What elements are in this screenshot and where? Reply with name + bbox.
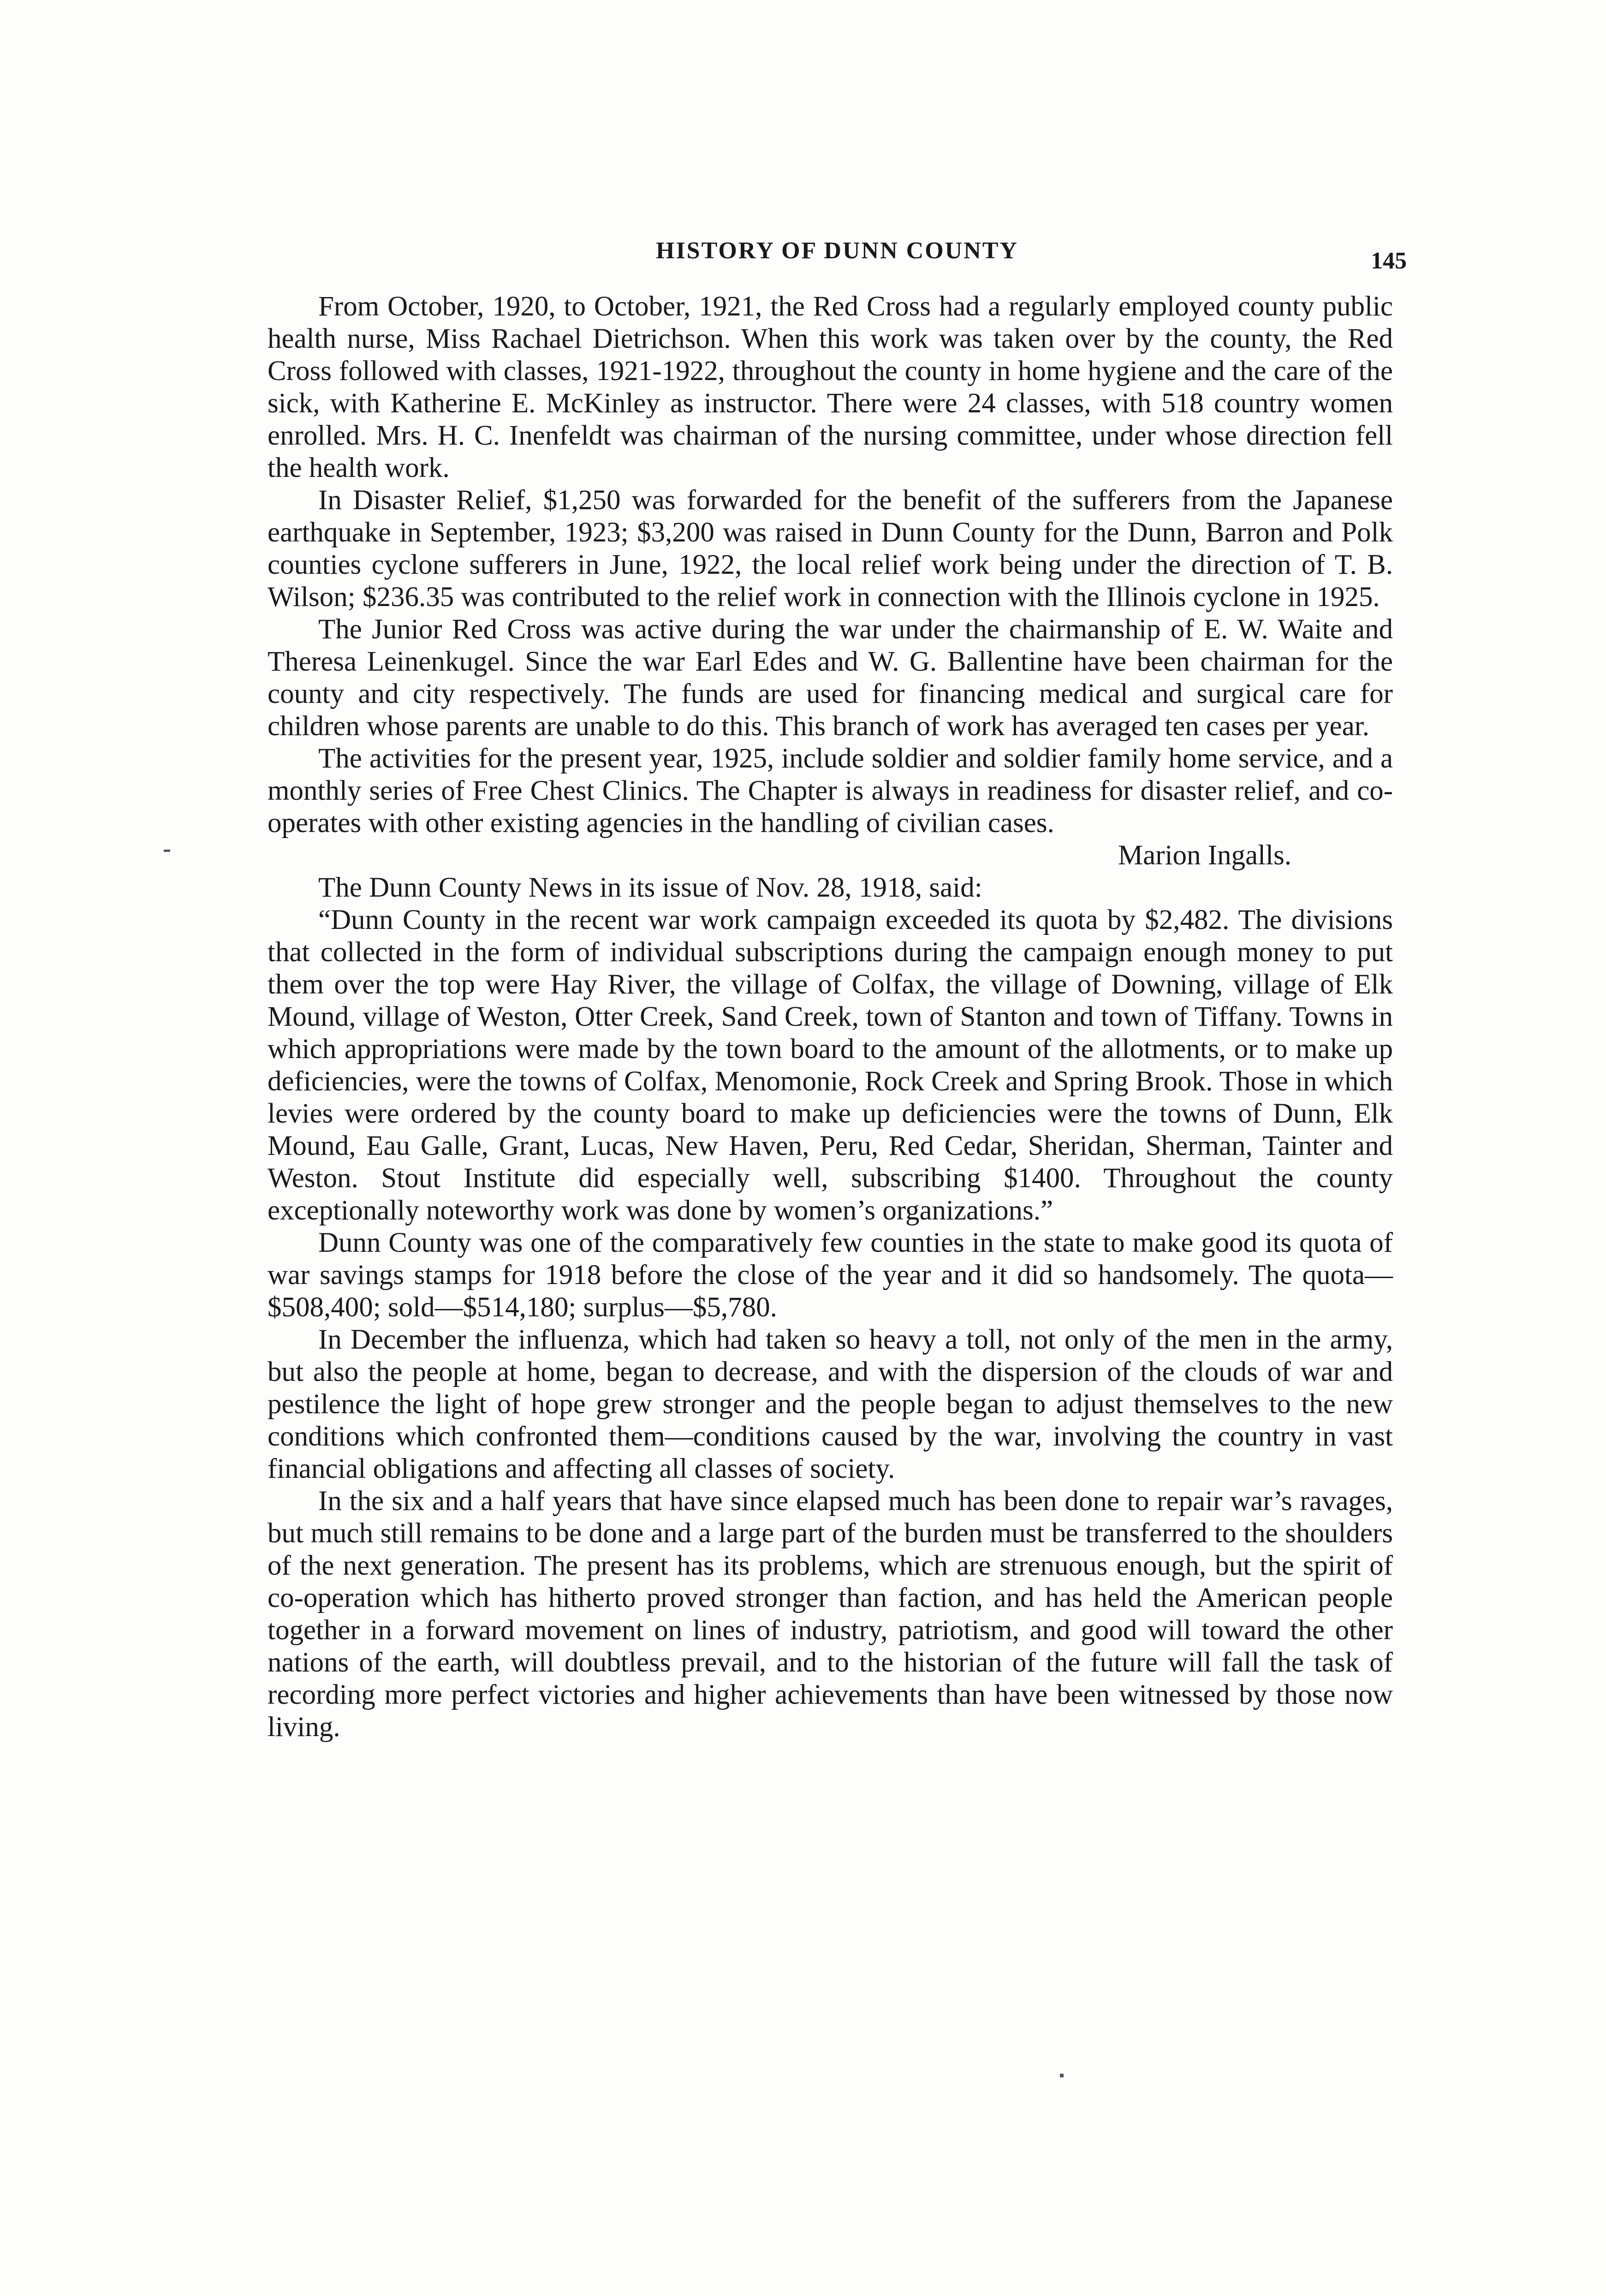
paragraph-public-health-nurse: From October, 1920, to October, 1921, the Red Cross had a regularly employed county public health nurse, Miss Rachael Dietrichson. When this work was taken over by the county, the Red Cross followed with classes, 1921-1922, throughout the county in home hygiene and the care of the sick, with Katherine E. McKinley as instructor. There were 24 classes, with 518 country women enrolled. Mrs. H. C. Inenfeldt was chairman of the nursing committee, under whose direction fell the health work. xyxy=(268,291,1393,483)
page-number: 145 xyxy=(1371,248,1407,274)
paragraph-present-activities: The activities for the present year, 1925, include soldier and soldier family home service, and a monthly series of Free Chest Clinics. The Chapter is always in readiness for disaster relief, and co-operates with other existing agencies in the handling of civilian cases. xyxy=(268,743,1393,839)
paragraph-war-savings: Dunn County was one of the comparatively few counties in the state to make good its quota of war savings stamps for 1918 before the close of the year and it did so handsomely. The quota—$508,400; sold—$514,180; surplus—$5,780. xyxy=(268,1227,1393,1323)
margin-mark xyxy=(164,850,170,852)
running-title: HISTORY OF DUNN COUNTY xyxy=(656,238,1018,264)
running-head xyxy=(268,235,1407,272)
paragraph-junior-red-cross: The Junior Red Cross was active during the war under the chairmanship of E. W. Waite and Theresa Leinenkugel. Since the war Earl Edes and W. G. Ballentine have been chairman for the county and city respectively. The funds are used for financing medical and surgical care for children whose parents are unable to do this. This branch of work has averaged ten cases per year. xyxy=(268,614,1393,742)
paragraph-news-quote: “Dunn County in the recent war work campaign exceeded its quota by $2,482. The divisions that collected in the form of individual subscriptions during the campaign enough money to put them over the top were Hay River, the village of Colfax, the village of Downing, village of Elk Mound, village of Weston, Otter Creek, Sand Creek, town of Stanton and town of Tiffany. Towns in which appropriations were made by the town board to the amount of the allotments, or to make up deficiencies, were the towns of Colfax, Menomonie, Rock Creek and Spring Brook. Those in which levies were ordered by the county board to make up deficiencies were the towns of Dunn, Elk Mound, Eau Galle, Grant, Lucas, New Haven, Peru, Red Cedar, Sheridan, Sherman, Tainter and Weston. Stout Institute did especially well, subscribing $1400. Throughout the county exceptionally noteworthy work was done by women’s organizations.” xyxy=(268,904,1393,1226)
speck-mark xyxy=(1060,2074,1064,2077)
paragraph-influenza: In December the influenza, which had taken so heavy a toll, not only of the men in the army, but also the people at home, began to decrease, and with the dispersion of the clouds of war and pestilence the light of hope grew stronger and the people began to adjust themselves to the new conditions which confronted them—conditions caused by the war, involving the country in vast financial obligations and affecting all classes of society. xyxy=(268,1324,1393,1484)
paragraph-closing: In the six and a half years that have since elapsed much has been done to repair war’s ravages, but much still remains to be done and a large part of the burden must be transferred to the shoulders of the next generation. The present has its problems, which are strenuous enough, but the spirit of co-operation which has hitherto proved stronger than faction, and has held the American people together in a forward movement on lines of industry, patriotism, and good will toward the other nations of the earth, will doubtless prevail, and to the historian of the future will fall the task of recording more perfect victories and higher achievements than have been witnessed by those now living. xyxy=(268,1486,1393,1743)
paragraph-disaster-relief: In Disaster Relief, $1,250 was forwarded for the benefit of the sufferers from the Japanese earthquake in September, 1923; $3,200 was raised in Dunn County for the Dunn, Barron and Polk counties cyclone sufferers in June, 1922, the local relief work being under the direction of T. B. Wilson; $236.35 was contributed to the relief work in connection with the Illinois cyclone in 1925. xyxy=(268,485,1393,613)
paragraph-news-intro: The Dunn County News in its issue of Nov. 28, 1918, said: xyxy=(318,872,982,903)
signature: Marion Ingalls. xyxy=(1118,840,1291,871)
body-text xyxy=(268,291,1393,1743)
